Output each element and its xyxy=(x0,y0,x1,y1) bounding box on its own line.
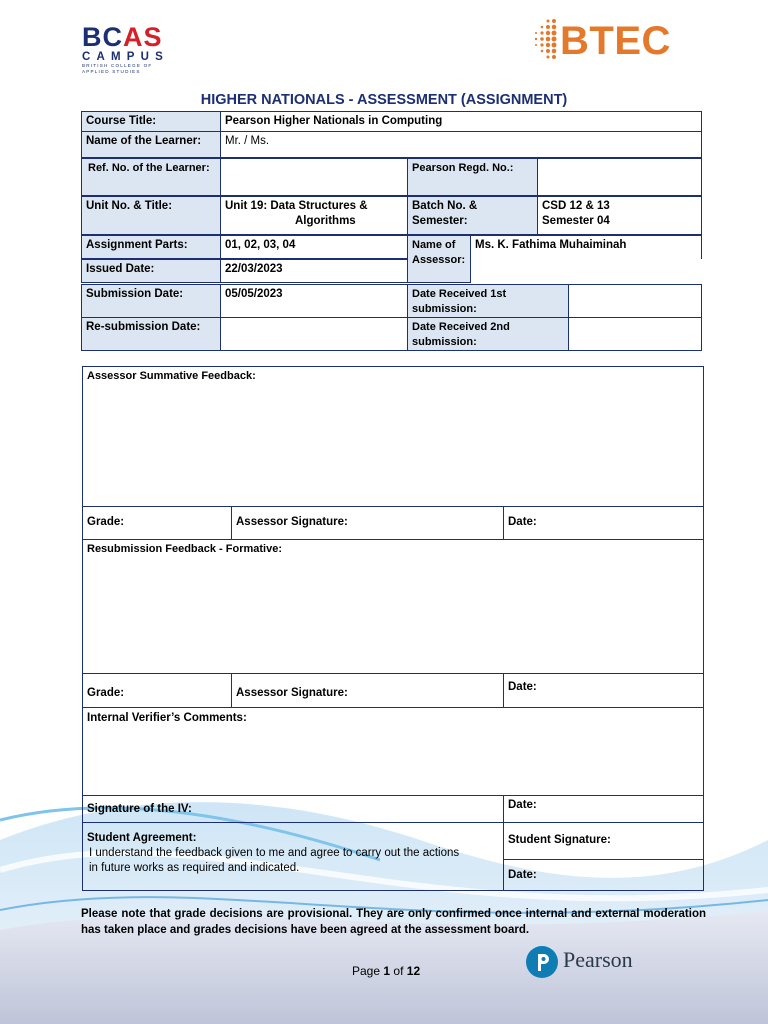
formative-feedback-box[interactable] xyxy=(82,539,704,674)
unit-line-2: Algorithms xyxy=(295,215,356,227)
date-received-2nd-value[interactable] xyxy=(568,317,702,351)
iv-date-label[interactable]: Date: xyxy=(503,795,704,823)
student-agreement-label: Student Agreement: xyxy=(87,832,197,844)
submission-date-label: Submission Date: xyxy=(81,284,221,318)
assessor-name-value: Ms. K. Fathima Muhaiminah xyxy=(470,235,702,259)
course-title-value: Pearson Higher Nationals in Computing xyxy=(220,111,702,132)
unit-label: Unit No. & Title: xyxy=(81,196,221,235)
resubmission-date-label: Re-submission Date: xyxy=(81,317,221,351)
student-date-label[interactable]: Date: xyxy=(503,859,704,891)
date-received-1st-value[interactable] xyxy=(568,284,702,318)
iv-comments-box[interactable] xyxy=(82,707,704,796)
batch-value xyxy=(537,196,702,235)
batch-line-1: CSD 12 & 13 xyxy=(542,200,610,212)
summative-feedback-box[interactable] xyxy=(82,366,704,507)
pearson-regd-value[interactable] xyxy=(537,158,702,196)
formative-grade-label[interactable]: Grade: xyxy=(82,673,232,708)
date-received-2nd-label: Date Received 2nd submission: xyxy=(407,317,569,351)
formative-feedback-label: Resubmission Feedback - Formative: xyxy=(87,543,282,555)
formative-assessor-signature-label[interactable]: Assessor Signature: xyxy=(231,673,504,708)
student-agreement-box xyxy=(82,822,504,891)
page-number: Page 1 of 12 xyxy=(352,964,421,978)
summative-date-label[interactable]: Date: xyxy=(503,506,704,540)
batch-label: Batch No. & Semester: xyxy=(407,196,538,235)
pearson-p-icon xyxy=(525,945,559,979)
learner-name-value[interactable]: Mr. / Ms. xyxy=(220,131,702,158)
ref-no-label: Ref. No. of the Learner: xyxy=(81,158,221,196)
assignment-parts-value: 01, 02, 03, 04 xyxy=(220,235,408,259)
btec-dots-icon xyxy=(528,18,560,64)
provisional-grade-note: Please note that grade decisions are provisional. They are only confirmed once internal and external moderation has taken place and grades decisions have been agreed at the assessment board. xyxy=(81,908,706,936)
issued-date-value: 22/03/2023 xyxy=(220,259,408,283)
issued-date-label: Issued Date: xyxy=(81,259,221,283)
pearson-wordmark: Pearson xyxy=(563,947,633,972)
iv-comments-label: Internal Verifier’s Comments: xyxy=(87,712,247,724)
btec-logo xyxy=(528,16,688,66)
bcas-logo-campus: CAMPUS xyxy=(82,51,170,63)
bcas-logo-wordmark: BCAS xyxy=(82,22,163,52)
pearson-logo xyxy=(525,944,655,980)
learner-name-label: Name of the Learner: xyxy=(81,131,221,158)
summative-feedback-label: Assessor Summative Feedback: xyxy=(87,370,256,382)
date-received-1st-label: Date Received 1st submission: xyxy=(407,284,569,318)
document-title: HIGHER NATIONALS - ASSESSMENT (ASSIGNMENT) xyxy=(200,92,568,108)
resubmission-date-value[interactable] xyxy=(220,317,408,351)
submission-date-value: 05/05/2023 xyxy=(220,284,408,318)
bcas-logo-subtitle: BRITISH COLLEGE OF APPLIED STUDIES xyxy=(82,63,153,74)
assignment-parts-label: Assignment Parts: xyxy=(81,235,221,259)
assessor-name-label: Name of Assessor: xyxy=(407,235,471,283)
ref-no-value[interactable] xyxy=(220,158,408,196)
student-signature-label[interactable]: Student Signature: xyxy=(503,822,704,860)
student-agreement-text: I understand the feedback given to me and agree to carry out the actions in future works as required and indicated. xyxy=(89,847,460,874)
summative-assessor-signature-label[interactable]: Assessor Signature: xyxy=(231,506,504,540)
formative-date-label[interactable]: Date: xyxy=(503,673,704,708)
bcas-campus-logo xyxy=(82,24,182,76)
unit-value xyxy=(220,196,408,235)
btec-wordmark: BTEC xyxy=(560,19,671,63)
batch-line-2: Semester 04 xyxy=(542,215,610,227)
summative-grade-label[interactable]: Grade: xyxy=(82,506,232,540)
pearson-regd-label: Pearson Regd. No.: xyxy=(407,158,538,196)
course-title-label: Course Title: xyxy=(81,111,221,132)
iv-signature-label[interactable]: Signature of the IV: xyxy=(82,795,504,823)
unit-line-1: Unit 19: Data Structures & xyxy=(225,200,368,212)
